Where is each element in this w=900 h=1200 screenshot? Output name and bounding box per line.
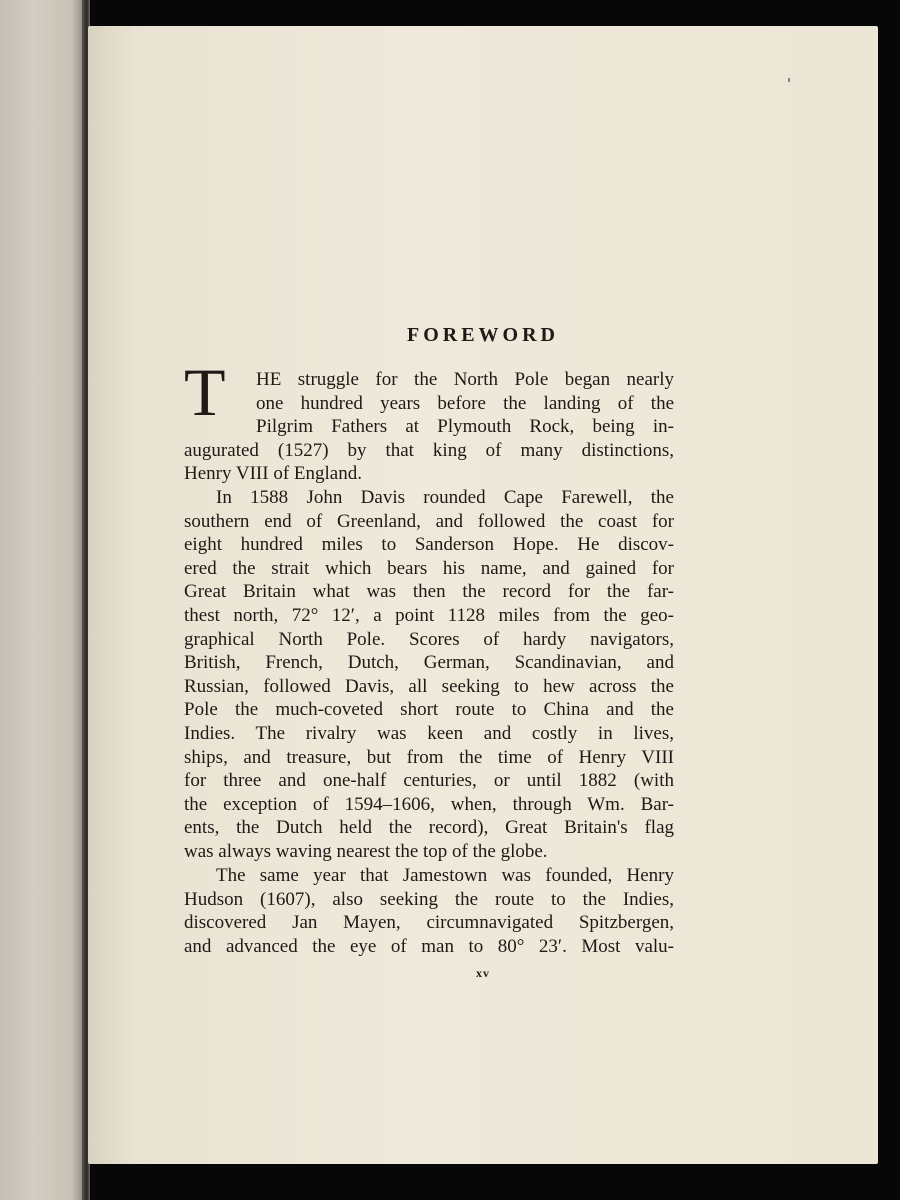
opening-lines (256, 368, 674, 439)
text-line: augurated (1527) by that king of many distinctions, (184, 439, 674, 461)
text-line: Hudson (1607), also seeking the route to the Indies, (184, 888, 674, 910)
left-page-edge (0, 0, 84, 1200)
paragraph-3 (184, 864, 674, 958)
page-speck (788, 78, 790, 82)
text-line: southern end of Greenland, and followed the coast for (184, 510, 674, 532)
text-line: thest north, 72° 12′, a point 1128 miles from the geo- (184, 604, 674, 626)
text-line: ered the strait which bears his name, and gained for (184, 557, 674, 579)
text-line: and advanced the eye of man to 80° 23′. Most valu- (184, 935, 674, 957)
page-title: FOREWORD (407, 324, 559, 346)
text-line: was always waving nearest the top of the globe. (184, 840, 548, 862)
text-line: Great Britain what was then the record for the far- (184, 581, 674, 603)
text-line: Indies. The rivalry was keen and costly in lives, (184, 722, 674, 744)
text-line: the exception of 1594–1606, when, through Wm. Bar- (184, 793, 674, 815)
text-line: eight hundred miles to Sanderson Hope. He discov- (184, 534, 674, 556)
text-line: ents, the Dutch held the record), Great Britain's flag (184, 817, 674, 839)
text-line: Henry VIII of England. (184, 463, 362, 485)
text-line: Pole the much-coveted short route to China and the (184, 699, 674, 721)
text-line: HE struggle for the North Pole began nearly (256, 369, 674, 390)
paragraph-2 (184, 486, 674, 864)
paragraph-1-rest (184, 439, 674, 486)
text-line: for three and one-half centuries, or until 1882 (with (184, 770, 674, 792)
text-line: Pilgrim Fathers at Plymouth Rock, being in- (256, 416, 674, 438)
page-number: xv (476, 966, 490, 980)
text-line: discovered Jan Mayen, circumnavigated Spitzbergen, (184, 912, 674, 934)
text-line: ships, and treasure, but from the time of Henry VIII (184, 746, 674, 768)
text-line: one hundred years before the landing of the (256, 392, 674, 414)
text-line: In 1588 John Davis rounded Cape Farewell, the (216, 487, 674, 508)
text-line: graphical North Pole. Scores of hardy navigators, (184, 628, 674, 650)
drop-cap: T (184, 354, 226, 430)
text-line: Russian, followed Davis, all seeking to hew across the (184, 675, 674, 697)
text-line: British, French, Dutch, German, Scandinavian, and (184, 652, 674, 674)
text-line: The same year that Jamestown was founded, Henry (216, 865, 674, 886)
